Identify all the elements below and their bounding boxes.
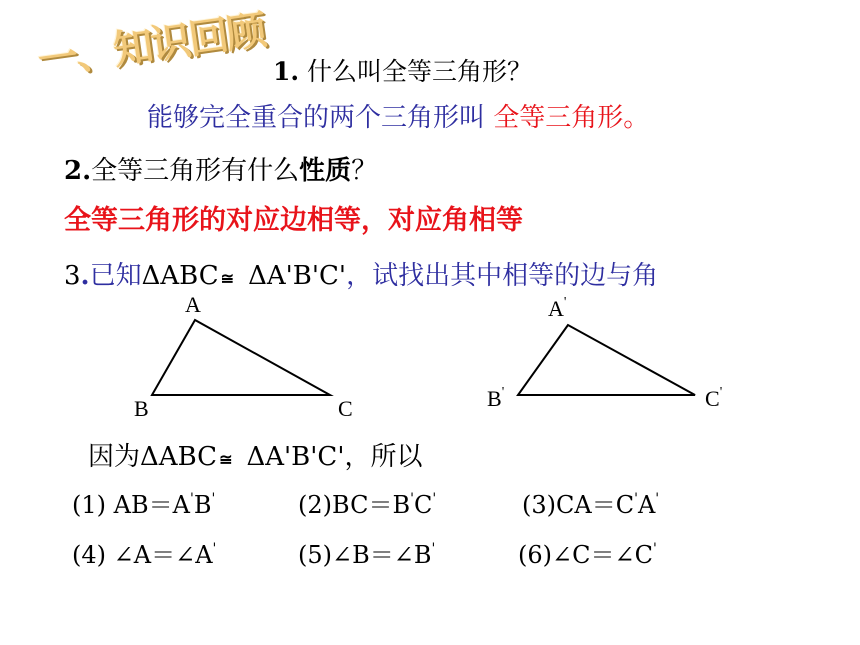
question-2-number: 2. <box>64 156 92 186</box>
question-3-tri2: ΔA'B'C' <box>248 261 347 291</box>
answer-1-text: 能够完全重合的两个三角形叫 <box>147 103 494 133</box>
vertex-label-a-prime: A' <box>548 295 567 321</box>
vertex-label-c-prime: C' <box>705 385 723 411</box>
because-post: ，所以 <box>344 442 423 472</box>
because-line <box>88 436 422 473</box>
question-1-text: 什么叫全等三角形？ <box>299 57 533 86</box>
answer-2: 全等三角形的对应边相等，对应角相等 <box>64 205 523 236</box>
because-cong: ≅ <box>219 450 233 469</box>
result-4: (4) ∠A＝∠A' <box>72 541 217 569</box>
question-2-end: ？ <box>351 156 378 186</box>
because-tri1: ΔABC <box>140 442 218 472</box>
result-3: (3)CA＝C'A' <box>522 491 660 519</box>
vertex-label-b-prime: B' <box>487 385 505 411</box>
vertex-label-c: C <box>338 396 353 421</box>
question-1-number: 1. <box>273 57 300 86</box>
result-1: (1) AB＝A'B' <box>72 491 216 519</box>
because-pre: 因为 <box>88 442 141 472</box>
question-3-cong: ≅ <box>220 269 235 288</box>
because-tri2: ΔA'B'C' <box>246 442 345 472</box>
result-6: (6)∠C＝∠C' <box>518 541 657 569</box>
question-3-post: ，试找出其中相等的边与角 <box>346 261 659 291</box>
question-3-tri1: ΔABC <box>141 261 219 291</box>
vertex-label-b: B <box>134 396 149 421</box>
question-3-number: 3 <box>64 261 81 291</box>
question-2-text: 全等三角形有什么 <box>91 156 300 186</box>
triangle-a-prime <box>518 325 695 395</box>
question-3-dot: . <box>80 261 90 291</box>
triangle-abc <box>152 320 330 395</box>
section-heading: 一、知识回顾 <box>35 7 268 85</box>
result-5: (5)∠B＝∠B' <box>298 541 436 569</box>
question-3-pre: 已知 <box>89 261 142 291</box>
answer-1-term: 全等三角形。 <box>493 103 650 133</box>
question-2-bold: 性质 <box>299 156 352 186</box>
result-2: (2)BC＝B'C' <box>298 491 437 519</box>
vertex-label-a: A <box>185 292 201 317</box>
